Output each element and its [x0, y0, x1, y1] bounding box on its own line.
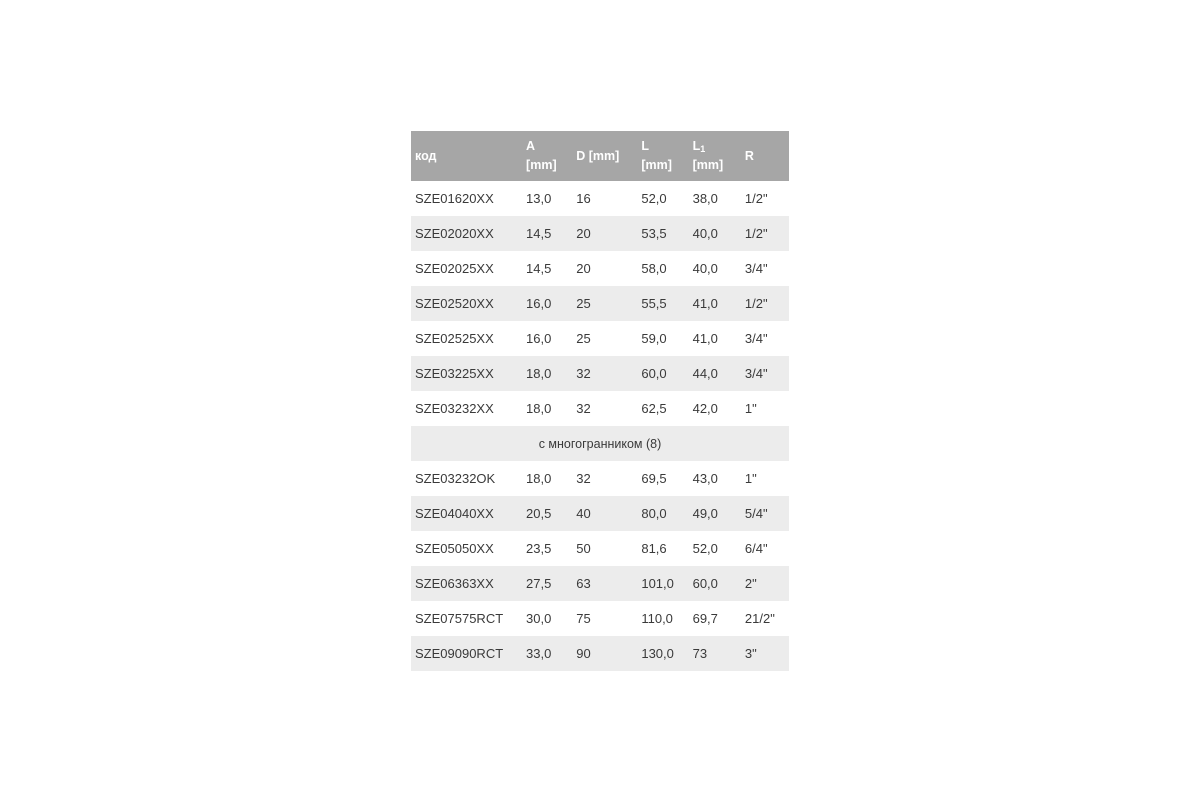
table-row — [411, 286, 789, 321]
cell-l1: 60,0 — [689, 566, 741, 601]
cell-d: 50 — [576, 541, 591, 556]
spec-table — [411, 131, 789, 671]
cell-d: 63 — [572, 566, 637, 601]
table-row — [411, 636, 789, 671]
cell-l1: 43,0 — [692, 471, 718, 486]
cell-l1: 40,0 — [692, 261, 718, 276]
cell-l: 101,0 — [637, 566, 688, 601]
header-code: код — [411, 131, 522, 181]
cell-a: 30,0 — [526, 611, 552, 626]
cell-d: 16 — [576, 191, 591, 206]
header-d: D [mm] — [572, 131, 637, 181]
cell-r: 2" — [741, 566, 789, 601]
cell-code: SZE07575RCT — [415, 611, 504, 626]
cell-l1: 42,0 — [692, 401, 718, 416]
cell-r: 6/4" — [744, 541, 768, 556]
cell-l: 130,0 — [637, 636, 688, 671]
cell-d: 20 — [572, 216, 637, 251]
cell-a: 20,5 — [522, 496, 572, 531]
cell-l: 55,5 — [637, 286, 688, 321]
cell-l: 80,0 — [637, 496, 688, 531]
cell-l: 81,6 — [641, 541, 667, 556]
table-row — [411, 321, 789, 356]
cell-l: 59,0 — [641, 331, 667, 346]
cell-code: SZE03232OK — [415, 471, 496, 486]
table-row — [411, 601, 789, 636]
cell-a: 27,5 — [522, 566, 572, 601]
cell-l: 110,0 — [641, 611, 673, 626]
cell-l1: 38,0 — [692, 191, 718, 206]
cell-a: 14,5 — [522, 216, 572, 251]
cell-l: 58,0 — [641, 261, 667, 276]
cell-code: SZE02025XX — [415, 261, 494, 276]
cell-l: 52,0 — [641, 191, 667, 206]
table-row — [411, 216, 789, 251]
cell-r: 1" — [744, 401, 757, 416]
cell-r: 3/4" — [744, 261, 768, 276]
header-l: L [mm] — [637, 131, 688, 181]
table-row — [411, 496, 789, 531]
cell-a: 33,0 — [522, 636, 572, 671]
cell-a: 18,0 — [522, 356, 572, 391]
cell-l1: 52,0 — [692, 541, 718, 556]
cell-a: 14,5 — [526, 261, 552, 276]
section-row — [411, 426, 789, 461]
cell-a: 13,0 — [526, 191, 552, 206]
table-body — [411, 181, 789, 671]
cell-r: 1/2" — [741, 286, 789, 321]
cell-d: 25 — [572, 286, 637, 321]
cell-l1: 41,0 — [692, 331, 718, 346]
cell-l1: 41,0 — [689, 286, 741, 321]
cell-code: SZE02520XX — [411, 286, 522, 321]
cell-r: 5/4" — [741, 496, 789, 531]
cell-l: 62,5 — [641, 401, 667, 416]
cell-d: 25 — [576, 331, 591, 346]
table-row — [411, 391, 789, 426]
cell-code: SZE06363XX — [411, 566, 522, 601]
cell-l1: 44,0 — [689, 356, 741, 391]
cell-code: SZE03225XX — [411, 356, 522, 391]
cell-l1: 40,0 — [689, 216, 741, 251]
cell-a: 23,5 — [526, 541, 552, 556]
cell-r: 3/4" — [744, 331, 768, 346]
cell-r: 21/2" — [744, 611, 775, 626]
table-row — [411, 566, 789, 601]
cell-d: 90 — [572, 636, 637, 671]
header-l1: $L_1$ [mm] — [689, 131, 741, 181]
cell-a: 16,0 — [522, 286, 572, 321]
cell-l: 53,5 — [637, 216, 688, 251]
cell-code: SZE05050XX — [415, 541, 494, 556]
cell-code: SZE02020XX — [411, 216, 522, 251]
table-row — [411, 356, 789, 391]
table-row — [411, 181, 789, 216]
cell-d: 32 — [576, 471, 591, 486]
cell-code: SZE01620XX — [415, 191, 494, 206]
cell-a: 18,0 — [526, 471, 552, 486]
section-label: с многогранником (8) — [411, 426, 789, 461]
cell-r: 1" — [744, 471, 757, 486]
cell-l1: 69,7 — [692, 611, 718, 626]
cell-d: 32 — [572, 356, 637, 391]
cell-a: 18,0 — [526, 401, 552, 416]
cell-d: 20 — [576, 261, 591, 276]
header-a: A [mm] — [522, 131, 572, 181]
cell-r: 1/2" — [741, 216, 789, 251]
header-r: R — [741, 131, 789, 181]
table-row — [411, 531, 789, 566]
cell-l: 60,0 — [637, 356, 688, 391]
cell-d: 75 — [576, 611, 591, 626]
cell-r: 3/4" — [741, 356, 789, 391]
cell-l1: 73 — [689, 636, 741, 671]
cell-r: 3" — [741, 636, 789, 671]
table-header-row — [411, 131, 789, 181]
cell-l: 69,5 — [641, 471, 667, 486]
cell-r: 1/2" — [744, 191, 768, 206]
table-row — [411, 461, 789, 496]
cell-code: SZE02525XX — [415, 331, 494, 346]
cell-code: SZE04040XX — [411, 496, 522, 531]
cell-l1: 49,0 — [689, 496, 741, 531]
cell-d: 40 — [572, 496, 637, 531]
table-row — [411, 251, 789, 286]
cell-code: SZE09090RCT — [411, 636, 522, 671]
cell-a: 16,0 — [526, 331, 552, 346]
cell-d: 32 — [576, 401, 591, 416]
cell-code: SZE03232XX — [415, 401, 494, 416]
